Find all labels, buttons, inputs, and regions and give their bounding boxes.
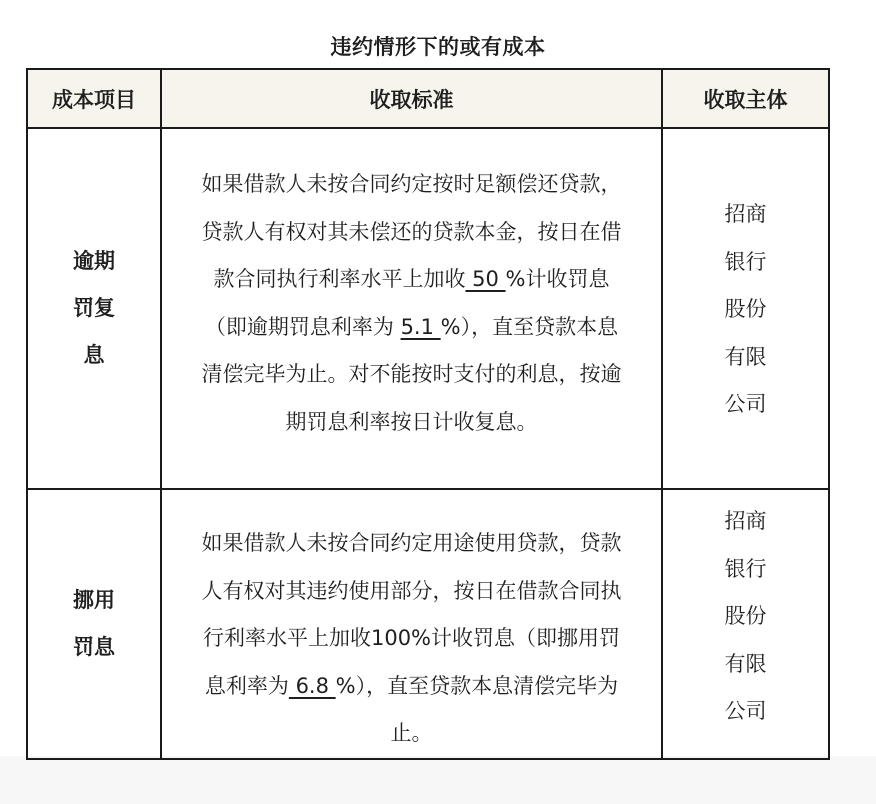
collecting-body-text: 招商银行股份有限公司 bbox=[724, 509, 767, 723]
standard-text bbox=[197, 490, 627, 758]
overdue-penalty-rate-value: 5.1 bbox=[400, 314, 441, 339]
cost-item-cell bbox=[27, 128, 161, 489]
cost-item-label: 逾期罚复息 bbox=[73, 249, 115, 367]
standard-text-part: 如果借款人未按合同约定按时足额偿还贷款，贷款人有权对其未偿还的贷款本金，按日在借款合同执行利率水平上加收 bbox=[201, 172, 622, 291]
standard-text-part: 如果借款人未按合同约定用途使用贷款，贷款人有权对其违约使用部分，按日在借款合同执行利率水平上加收100%计收罚息（即挪用罚息利率为 bbox=[201, 531, 622, 698]
cost-item-label: 挪用罚息 bbox=[73, 587, 115, 659]
surcharge-rate-value: 50 bbox=[465, 267, 506, 291]
page-title: 违约情形下的或有成本 bbox=[330, 35, 546, 59]
table-header-row bbox=[27, 69, 829, 128]
header-cost-item: 成本项目 bbox=[27, 69, 161, 128]
page-bottom-band bbox=[0, 756, 876, 804]
collecting-body-text: 招商银行股份有限公司 bbox=[724, 202, 767, 416]
cost-table bbox=[26, 68, 830, 760]
standard-cell bbox=[161, 489, 662, 759]
standard-text bbox=[197, 129, 627, 446]
header-standard: 收取标准 bbox=[161, 69, 662, 128]
standard-text-part: %），直至贷款本息清偿完毕为止。 bbox=[335, 673, 619, 745]
cost-item-cell bbox=[27, 489, 161, 759]
collecting-body-cell bbox=[662, 128, 829, 489]
standard-text-part: %计收罚息（即逾期罚息利率为 bbox=[204, 267, 610, 339]
table-row bbox=[27, 128, 829, 489]
header-collecting-body: 收取主体 bbox=[662, 69, 829, 128]
misuse-penalty-rate-value: 6.8 bbox=[288, 673, 336, 698]
standard-cell bbox=[161, 128, 662, 489]
table-row bbox=[27, 489, 829, 759]
collecting-body-cell bbox=[662, 489, 829, 759]
standard-text-part: %），直至贷款本息清偿完毕为止。对不能按时支付的利息，按逾期罚息利率按日计收复息。 bbox=[201, 314, 622, 434]
